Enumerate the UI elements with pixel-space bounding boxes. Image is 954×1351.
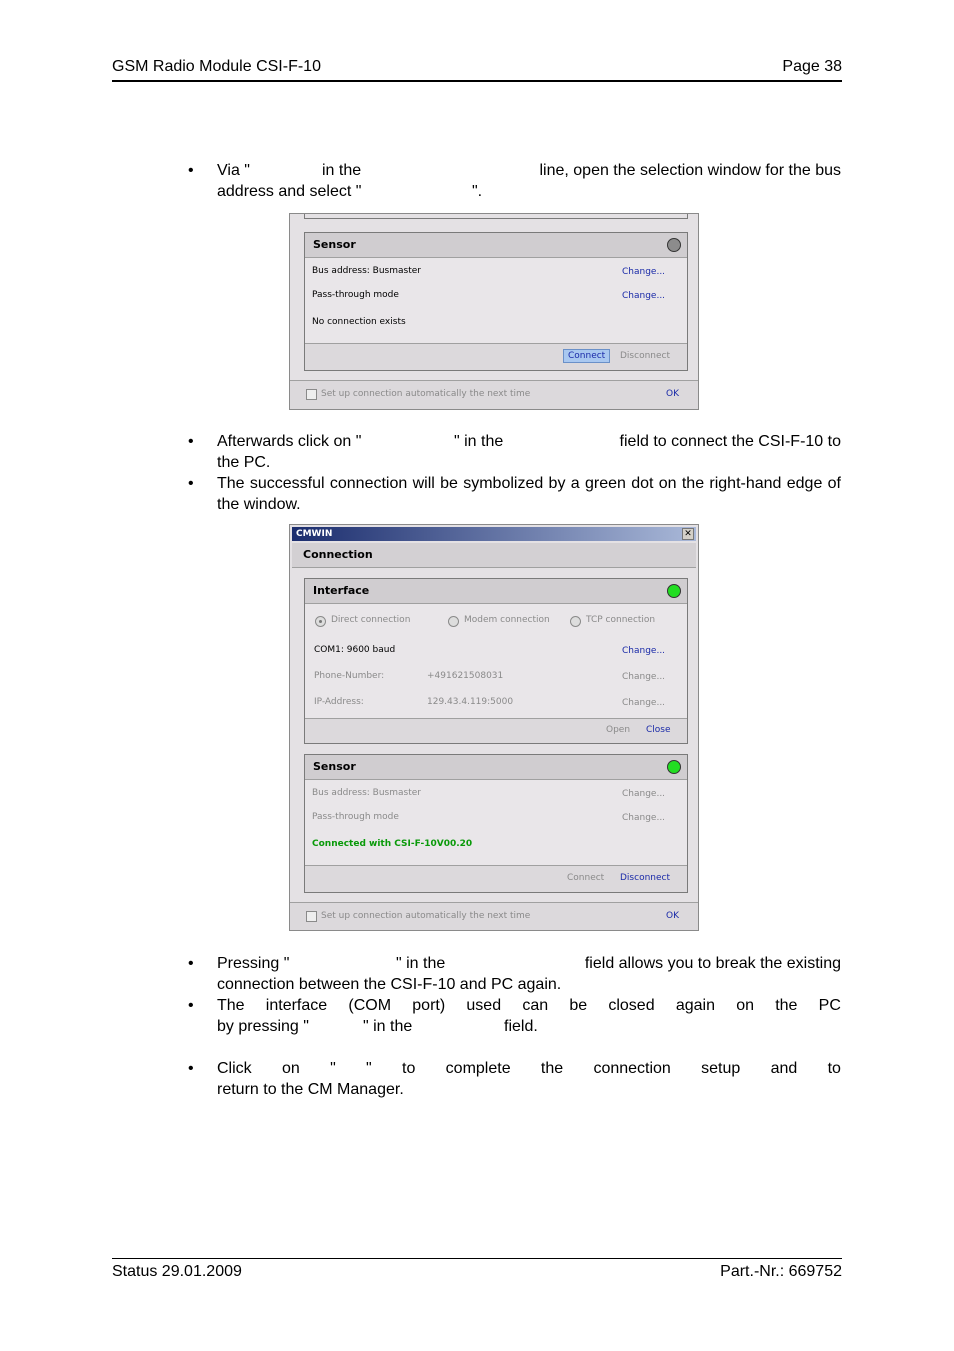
ok-button[interactable]: OK bbox=[666, 389, 679, 399]
interface-status-led-icon bbox=[667, 584, 681, 598]
status-led-icon bbox=[667, 238, 681, 252]
document-title: GSM Radio Module CSI-F-10 bbox=[112, 58, 321, 75]
auto-setup-bar-2 bbox=[290, 902, 698, 930]
radio-modem-label: Modem connection bbox=[464, 615, 550, 625]
page-header bbox=[112, 58, 842, 82]
bus-address-label: Bus address: Busmaster bbox=[312, 266, 421, 276]
pass-through-label-2: Pass-through mode bbox=[312, 812, 399, 822]
auto-setup-checkbox-2[interactable] bbox=[306, 911, 317, 922]
ip-address-value: 129.43.4.119:5000 bbox=[427, 697, 514, 707]
ok-button-2[interactable]: OK bbox=[666, 911, 679, 921]
com-port-value: COM1: 9600 baud bbox=[314, 645, 396, 655]
disconnect-button-2[interactable]: Disconnect bbox=[620, 873, 670, 883]
sensor-button-bar-2 bbox=[305, 865, 687, 892]
sensor-status-led-icon bbox=[667, 760, 681, 774]
sensor-screenshot-1 bbox=[289, 213, 699, 410]
sensor-title: Sensor bbox=[305, 233, 687, 258]
close-icon[interactable]: ✕ bbox=[682, 528, 694, 540]
auto-setup-checkbox[interactable] bbox=[306, 389, 317, 400]
radio-direct[interactable] bbox=[315, 616, 326, 627]
connect-button-2[interactable]: Connect bbox=[567, 873, 605, 883]
interface-panel bbox=[304, 578, 688, 744]
sensor-panel-2 bbox=[304, 754, 688, 893]
change-bus-address-link-2[interactable]: Change... bbox=[622, 789, 666, 799]
status-date: Status 29.01.2009 bbox=[112, 1263, 242, 1280]
change-bus-address-link[interactable]: Change... bbox=[622, 267, 666, 277]
sensor-button-bar bbox=[305, 343, 687, 370]
interface-button-bar bbox=[305, 718, 687, 743]
ip-address-label: IP-Address: bbox=[314, 697, 364, 707]
connected-status: Connected with CSI-F-10V00.20 bbox=[312, 839, 473, 849]
change-com-link[interactable]: Change... bbox=[622, 646, 666, 656]
auto-setup-bar bbox=[290, 380, 698, 409]
close-button[interactable]: Close bbox=[646, 725, 671, 735]
radio-tcp[interactable] bbox=[570, 616, 581, 627]
window-titlebar bbox=[292, 527, 696, 541]
part-number: Part.-Nr.: 669752 bbox=[720, 1263, 842, 1280]
change-phone-link[interactable]: Change... bbox=[622, 672, 666, 682]
open-button[interactable]: Open bbox=[606, 725, 631, 735]
radio-tcp-label: TCP connection bbox=[586, 615, 656, 625]
connect-button[interactable]: Connect bbox=[563, 349, 610, 363]
window-title: CMWIN bbox=[296, 529, 333, 539]
auto-setup-label: Set up connection automatically the next time bbox=[321, 389, 531, 399]
phone-number-value: +491621508031 bbox=[427, 671, 504, 681]
disconnect-button[interactable]: Disconnect bbox=[620, 351, 670, 361]
page-footer bbox=[112, 1258, 842, 1280]
auto-setup-label-2: Set up connection automatically the next time bbox=[321, 911, 531, 921]
change-pass-through-link[interactable]: Change... bbox=[622, 291, 666, 301]
change-pass-through-link-2[interactable]: Change... bbox=[622, 813, 666, 823]
page-number: Page 38 bbox=[782, 58, 842, 75]
connection-title: Connection bbox=[292, 543, 696, 568]
connection-status: No connection exists bbox=[312, 317, 406, 327]
radio-direct-label: Direct connection bbox=[331, 615, 411, 625]
interface-title: Interface bbox=[305, 579, 687, 604]
sensor-panel bbox=[304, 232, 688, 371]
phone-number-label: Phone-Number: bbox=[314, 671, 385, 681]
sensor-title-2: Sensor bbox=[305, 755, 687, 780]
bus-address-label-2: Bus address: Busmaster bbox=[312, 788, 421, 798]
pass-through-label: Pass-through mode bbox=[312, 290, 399, 300]
cmwin-screenshot-2 bbox=[289, 524, 699, 931]
change-ip-link[interactable]: Change... bbox=[622, 698, 666, 708]
radio-modem[interactable] bbox=[448, 616, 459, 627]
